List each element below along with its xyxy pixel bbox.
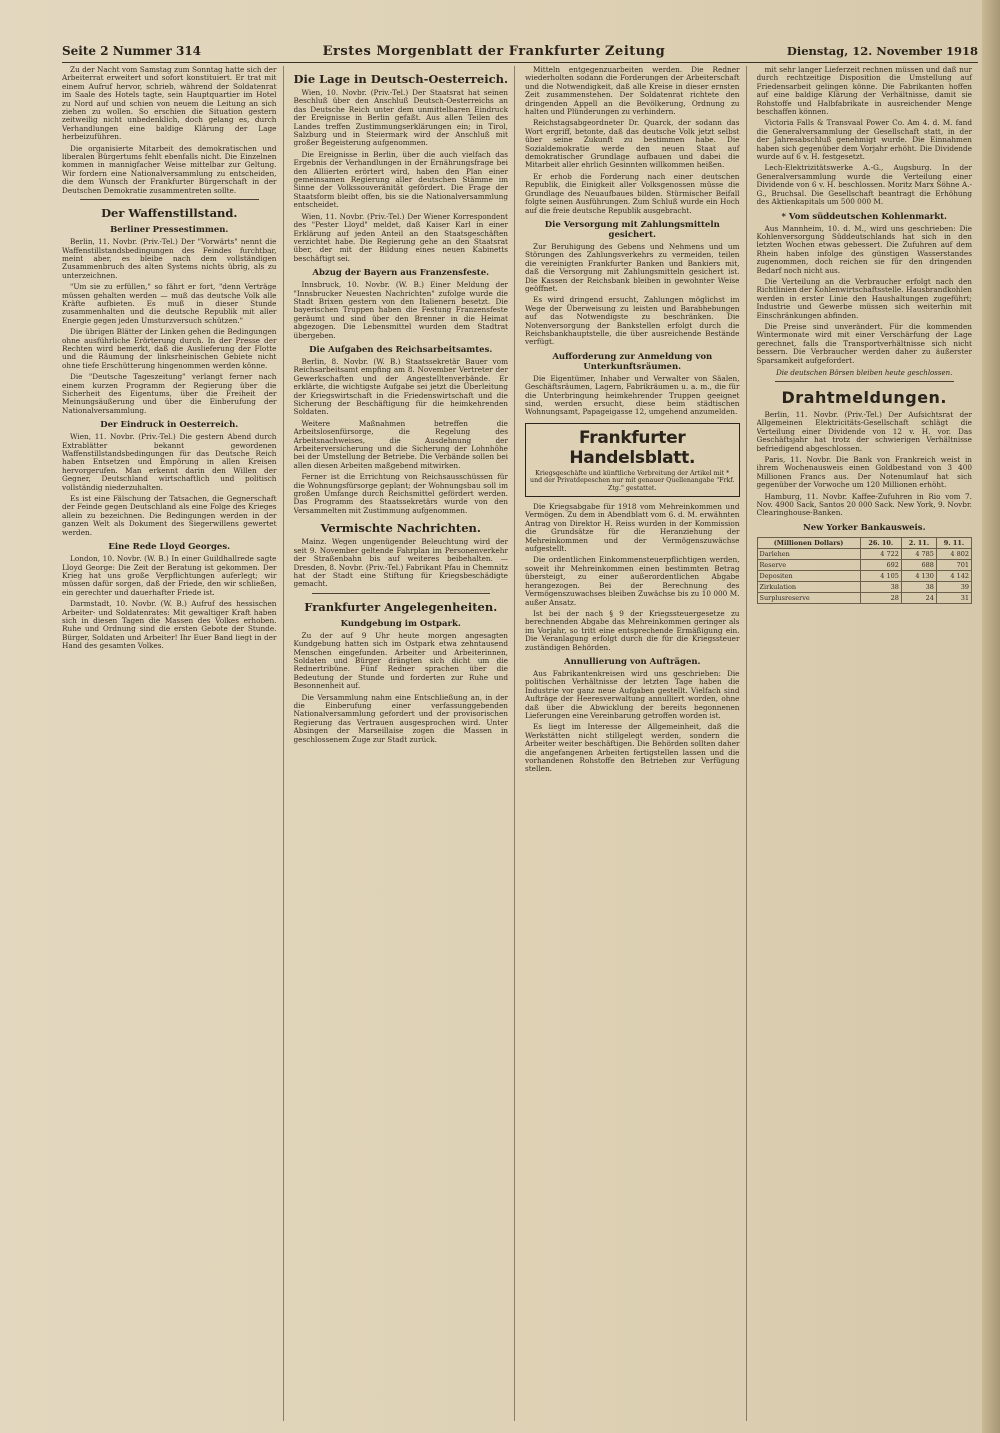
article-text: Die Eigentümer, Inhaber und Verwalter von Säalen, Geschäftsräumen, Lagern, Fabrikräumen u. a. m., die für die Unterbringung heimkehrender Truppen geeignet sind, werden ersucht, diese beim städtischen Wohnungsamt, Papageigasse 12, umgehend anzumelden. [525,373,740,417]
article-text: London, 10. Novbr. (W. B.) In einer Guildhallrede sagte Lloyd George: Die Zeit der Beratung ist gekommen. Der Krieg hat uns große Verpflichtungen auferlegt; wir müssen dafür sorgen, daß der Friede, den wir schließen, ein gerechter und dauerhafter Friede ist. [62,554,277,597]
table-cell: 4 722 [860,548,901,559]
subheadline-annullierung: Annullierung von Aufträgen. [563,656,701,667]
article-text: Ist bei der nach § 9 der Kriegssteuergesetze zu berechnenden Abgabe das Mehreinkommen geringer als im Vorjahr, so tritt eine entsprechende Ermäßigung ein. Die Veranlagung erfolgt durch die für die Kriegssteuer zuständigen Behörden. [525,608,740,652]
table-cell: 4 105 [860,570,901,581]
table-cell: Surplusreserve [757,592,860,603]
article-text: Zu der auf 9 Uhr heute morgen angesagten Kundgebung hatten sich im Ostpark etwa zehntausend Menschen eingefunden. Arbeiter und Arbeiterinnen, Soldaten und Bürger drängten sich dicht um die Rednertribüne. Fünf Redner sprachen über die Bedeutung der Stunde und forderten zur Ruhe und Besonnenheit auf. [293,630,508,691]
article-text: Er erhob die Forderung nach einer deutschen Republik, die Einigkeit aller Volksgenossen müsse die Grundlage des Neuaufbaues bilden. Stürmischer Beifall folgte seinen Ausführungen. Zum Schluß wurde ein Hoch auf die freie deutsche Republik ausgebracht. [525,171,740,215]
article-text: Aus Fabrikantenkreisen wird uns geschrieben: Die politischen Verhältnisse der letzten Tage haben die Industrie vor ganz neue Aufgaben gestellt. Vielfach sind Aufträge der Heeresverwaltung annulliert worden, ohne daß über die Abwicklung der bereits begonnenen Lieferungen eine Vereinbarung getroffen worden ist. [525,668,740,720]
article-text: Es wird dringend ersucht, Zahlungen möglichst im Wege der Überweisung zu leisten und Barabhebungen auf das Notwendigste zu beschränken. Die Notenversorgung der Bankstellen erfolgt durch die Reichsbankhauptstelle, die über ausreichende Bestände verfügt. [525,295,740,347]
table-row [757,548,972,559]
table-cell: Reserve [757,559,860,570]
table-cell: Zirkulation [757,581,860,592]
table-cell: 701 [936,559,971,570]
table-cell: Depositen [757,570,860,581]
article-text: Lech-Elektrizitätswerke A.-G., Augsburg. In der Generalversammlung wurde die Verteilung einer Dividende von 6 v. H. beschlossen. Moritz Marx Söhne A.-G., Bruchsal. Die Gesellschaft beantragt die Erhöhung des Aktienkapitals um 500 000 M. [756,163,972,207]
subheadline-kohlenmarkt: * Vom süddeutschen Kohlenmarkt. [781,211,948,222]
article-text: Ferner ist die Errichtung von Reichsausschüssen für die Wohnungsfürsorge geplant; der Wohnungsbau soll im großen Umfange durch Reichsmittel gefördert werden. Das Programm des Staatssekretärs wurde von den Versammelten mit Zustimmung aufgenommen. [293,472,508,515]
article-text: Es liegt im Interesse der Allgemeinheit, daß die Werkstätten nicht stillgelegt werden, sondern die Arbeiter weiter beschäftigen. Die Behörden sollten daher die angefangenen Arbeiten fertigstellen lassen und die vorhandenen Rohstoffe den Betrieben zur Verfügung stellen. [525,722,740,774]
article-text: mit sehr langer Lieferzeit rechnen müssen und daß nur durch rechtzeitige Disposition die Umstellung auf Friedensarbeit gelingen könne. Die Fabrikanten hoffen auf eine baldige Klärung der Verhältnisse, damit sie Rohstoffe und Halbfabrikate in ausreichender Menge beschaffen können. [756,66,972,117]
table-cell: 688 [901,559,936,570]
subheadline-zahlungsmittel: Die Versorgung mit Zahlungsmitteln gesichert. [544,219,720,240]
handelsblatt-title: Frankfurter Handelsblatt. [569,427,696,468]
table-header-cell: 26. 10. [860,537,901,548]
table-row [757,559,972,570]
table-cell: 24 [901,592,936,603]
table-cell: 4 142 [936,570,971,581]
subheadline-bayern: Abzug der Bayern aus Franzensfeste. [312,268,490,279]
subheadline-lloyd-george: Eine Rede Lloyd Georges. [108,542,231,553]
table-row [757,581,972,592]
masthead [62,40,978,63]
column-1 [62,66,284,1421]
table-header-cell: (Millionen Dollars) [757,537,860,548]
article-text: Die Verteilung an die Verbraucher erfolgt nach den Richtlinien der Kohlenwirtschaftsstelle. Hausbrandkohlen werden in erster Linie den Haushaltungen zugeführt; Industrie und Gewerbe müssen sich weiterhin mit Einschränkungen abfinden. [756,276,972,320]
article-text: Wien, 11. Novbr. (Priv.-Tel.) Die gestern Abend durch Extrablätter bekannt gewordenen Waffenstillstandsbedingungen für das Deutsche Reich haben Entsetzen und Empörung in allen Kreisen hervorgerufen. Man erkennt darin den Willen der Gegner, Deutschland wirtschaftlich und politisch vollständig niederzuhalten. [62,432,277,492]
article-text: Mitteln entgegenzuarbeiten werden. Die Redner wiederholten sodann die Forderungen der Arbeiterschaft und die Notwendigkeit, daß alle Kreise in dieser ernsten Zeit zusammenstehen. Der Soldatenrat richtete den dringenden Appell an die Bevölkerung, Ordnung zu halten und Plünderungen zu verhindern. [525,66,740,117]
article-text: Zur Beruhigung des Gebens und Nehmens und um Störungen des Zahlungsverkehrs zu vermeiden, teilen die vereinigten Frankfurter Banken und Bankiers mit, daß die Versorgung mit Zahlungsmitteln gesichert ist. Die Kassen der Reichsbank bleiben in gewohnter Weise geöffnet. [525,241,740,293]
boersen-notice: Die deutschen Börsen bleiben heute geschlossen. [776,369,953,377]
subheadline-reichsarbeitsamt: Die Aufgaben des Reichsarbeitsamtes. [309,344,493,355]
issue-date: Dienstag, 12. November 1918 [786,44,978,58]
headline-deutsch-oesterreich: Die Lage in Deutsch-Oesterreich. [293,72,508,86]
table-cell: 692 [860,559,901,570]
table-cell: Darlehen [757,548,860,559]
columns [62,66,978,1421]
headline-vermischte: Vermischte Nachrichten. [320,521,481,536]
divider [775,381,955,382]
table-cell: 31 [936,592,971,603]
article-text: Darmstadt, 10. Novbr. (W. B.) Aufruf des hessischen Arbeiter- und Soldatenrates: Mit gewaltiger Kraft haben sich in diesen Tagen die Massen des Volkes erhoben. Ruhe und Ordnung sind die ersten Gebote der Stunde. Bürger, Soldaten und Arbeiter! Ihr Euer Band liegt in der Hand des gesamten Volkes. [62,599,277,651]
article-text: Wien, 11. Novbr. (Priv.-Tel.) Der Wiener Korrespondent des "Pester Lloyd" meldet, daß Kaiser Karl in einer Erklärung auf jeden Anteil an den Staatsgeschäften verzichtet habe. Die Regierung gehe an den Staatsrat über, der mit der Bildung eines neuen Kabinetts beschäftigt sei. [293,211,508,263]
bank-statement-table [757,537,973,604]
page-number: Seite 2 Nummer 314 [62,44,202,58]
article-text: Aus Mannheim, 10. d. M., wird uns geschrieben: Die Kohlenversorgung Süddeutschlands hat sich in den letzten Wochen etwas gebessert. Die Zufuhren auf dem Rhein haben infolge des günstigen Wasserstandes zugenommen, doch reichen sie für den dringenden Bedarf noch nicht aus. [756,223,972,275]
handelsblatt-notice: Kriegsgeschäfte und künftliche Verbreitung der Artikel mit * und der Privatdepeschen nur mit genauer Quellenangabe "Frkf. Ztg." gestattet. [530,469,735,492]
table-cell: 4 802 [936,548,971,559]
article-text: Es ist eine Fälschung der Tatsachen, die Gegnerschaft der Feinde gegen Deutschland als eine Folge des Krieges allein zu bezeichnen. Die Bedingungen werden in der ganzen Welt als Dokument des Siegerwillens gewertet werden. [62,494,277,537]
table-header-row [757,537,972,548]
article-text: "Um sie zu erfüllen," so fährt er fort, "denn Verträge müssen gehalten werden — muß das deutsche Volk alle Kräfte aufbieten. Es muß in dieser Stunde zusammenhalten und die deutsche Republik mit aller Energie gegen jeden Umsturzversuch schützen." [62,282,277,325]
table-cell: 38 [860,581,901,592]
column-2 [294,66,516,1421]
table-header-cell: 2. 11. [901,537,936,548]
handelsblatt-banner [525,423,740,497]
article-text: Zu der Nacht vom Samstag zum Sonntag hatte sich der Arbeiterrat erweitert und sofort konstituiert. Er trat mit einem Aufruf hervor, schrieb, während der Soldatenrat im Saale des Hotels tagte, sein Hauptquartier im Hotel zu Nord auf und schien von neuem die Leitung an sich ziehen zu wollen. So erschien die Situation gestern zeitweilig nicht unbedenklich, doch gelang es, durch Verhandlungen eine baldige Klärung der Lage herbeizuführen. [62,66,277,142]
article-text: Die organisierte Mitarbeit des demokratischen und liberalen Bürgertums fehlt ebenfalls nicht. Die Einzelnen kommen in mannigfacher Weise mittelbar zur Geltung. Wir fordern eine Nationalversammlung zu entscheiden, die dem Wunsch der Frankfurter Bürgerschaft in der Deutschen Demokratie zusammentreten sollte. [62,143,277,195]
article-text: Wien, 10. Novbr. (Priv.-Tel.) Der Staatsrat hat seinen Beschluß über den Anschluß Deutsch-Oesterreichs an das Deutsche Reich unter dem unmittelbaren Eindruck der Ereignisse in Berlin gefaßt. Aus allen Teilen des Landes treffen Zustimmungserklärungen ein; in Tirol, Salzburg und in Steiermark wird der Anschluß mit großer Begeisterung aufgenommen. [293,88,508,148]
page-binding-edge [982,0,1000,1433]
article-text: Mainz. Wegen ungenügender Beleuchtung wird der seit 9. November geltende Fahrplan im Personenverkehr der Straßenbahn bis auf weiteres beibehalten. — Dresden, 8. Novbr. (Priv.-Tel.) Fabrikant Pfau in Chemnitz hat der Stadt eine Stiftung für Kriegsbeschädigte gemacht. [293,537,508,589]
table-cell: 4 130 [901,570,936,581]
article-text: Reichstagsabgeordneter Dr. Quarck, der sodann das Wort ergriff, betonte, daß das deutsche Volk jetzt selbst über seine Zukunft zu bestimmen habe. Die Sozialdemokratie werde den neuen Staat auf demokratischer Grundlage aufbauen und dabei die Mitarbeit aller ehrlich Gesinnten willkommen heißen. [525,118,740,170]
headline-drahtmeldungen: Drahtmeldungen. [781,388,948,407]
headline-frankfurter-angelegenheiten: Frankfurter Angelegenheiten. [304,599,498,614]
table-row [757,592,972,603]
article-text: Die "Deutsche Tageszeitung" verlangt ferner nach einem kurzen Programm der Regierung über die Sicherheit des Eigentums, über die Freiheit der Meinungsäußerung und über die Einberufung der Nationalversammlung. [62,372,277,415]
article-text: Berlin, 11. Novbr. (Priv.-Tel.) Der "Vorwärts" nennt die Waffenstillstandsbedingungen des Feindes furchtbar, meint aber, es bleibe nach dem vollständigen Zusammenbruch des alten Systems nichts übrig, als zu unterzeichnen. [62,237,277,280]
subheadline-pressestimmen: Berliner Pressestimmen. [110,225,229,236]
column-4 [757,66,979,1421]
article-text: Die übrigen Blätter der Linken gehen die Bedingungen ohne ausführliche Erörterung durch. In der Presse der Rechten wird bemerkt, daß die Auslieferung der Flotte und die Räumung der linksrheinischen Gebiete nicht ohne tiefe Erschütterung hingenommen werden könne. [62,327,277,370]
newspaper-title: Erstes Morgenblatt der Frankfurter Zeitung [322,43,666,59]
article-text: Die Kriegsabgabe für 1918 vom Mehreinkommen und Vermögen. Zu dem in Abendblatt vom 6. d. M. erwähnten Antrag von Direktor H. Reiss wurden in der Kommission die Grundsätze für die Heranziehung der Mehreinkommen und der Vermögenszuwächse aufgestellt. [525,502,740,554]
article-text: Paris, 11. Novbr. Die Bank von Frankreich weist in ihrem Wochenausweis einen Goldbestand von 3 400 Millionen Francs aus. Der Notenumlauf hat sich gegenüber der Vorwoche um 120 Millionen erhöht. [756,455,972,490]
table-caption: New Yorker Bankausweis. [802,522,926,533]
subheadline-oesterreich: Der Eindruck in Oesterreich. [100,420,239,431]
table-header-cell: 9. 11. [936,537,971,548]
article-text: Die Ereignisse in Berlin, über die auch vielfach das Ergebnis der Verhandlungen in der Ernährungsfrage bei den Alliierten erörtert wird, haben den Plan einer gemeinsamen Regierung aller deutschen Stämme im Sinne der Volkssouveränität gefördert. Die Frage der Staatsform bleibt offen, bis sie die Nationalversammlung entscheidet. [293,149,508,210]
article-text: Hamburg, 11. Novbr. Kaffee-Zufuhren in Rio vom 7. Nov. 4900 Sack, Santos 20 000 Sack. New York, 9. Novbr. Clearinghouse-Banken. [756,491,972,518]
headline-waffenstillstand: Der Waffenstillstand. [101,206,238,221]
article-text: Berlin, 8. Novbr. (W. B.) Staatssekretär Bauer vom Reichsarbeitsamt empfing am 8. November Vertreter der Gewerkschaften und der Angestelltenverbände. Er erklärte, die wichtigste Aufgabe sei jetzt die Überleitung der Kriegswirtschaft in die Friedenswirtschaft und die Sicherung der Beschäftigung für die heimkehrenden Soldaten. [293,356,508,417]
subheadline-ostpark: Kundgebung im Ostpark. [340,618,461,629]
article-text: Die Preise sind unverändert. Für die kommenden Wintermonate wird mit einer Verschärfung der Lage gerechnet, falls die Transportverhältnisse sich nicht bessern. Die Verbraucher werden daher zu äußerster Sparsamkeit aufgefordert. [756,321,972,365]
column-3 [525,66,747,1421]
article-text: Die Versammlung nahm eine Entschließung an, in der die Einberufung einer verfassunggebenden Nationalversammlung gefordert und der provisorischen Regierung das Vertrauen ausgesprochen wird. Unter Absingen der Marseillaise zogen die Massen in geschlossenem Zuge zur Stadt zurück. [293,692,508,744]
table-cell: 4 785 [901,548,936,559]
divider [80,199,259,200]
table-cell: 39 [936,581,971,592]
article-text: Die ordentlichen Einkommensteuerpflichtigen werden, soweit ihr Mehreinkommen einen bestimmten Betrag übersteigt, zu einer außerordentlichen Abgabe herangezogen. Bei der Berechnung des Vermögenszuwachses bleiben Zuwächse bis zu 10 000 M. außer Ansatz. [525,555,740,607]
divider [312,593,491,594]
table-cell: 28 [860,592,901,603]
article-text: Victoria Falls & Transvaal Power Co. Am 4. d. M. fand die Generalversammlung der Gesellschaft statt, in der der Jahresabschluß genehmigt wurde. Die Einnahmen haben sich gegenüber dem Vorjahr erhöht. Die Dividende wurde auf 6 v. H. festgesetzt. [756,118,972,162]
article-text: Berlin, 11. Novbr. (Priv.-Tel.) Der Aufsichtsrat der Allgemeinen Elektricitäts-Gesellschaft schlägt die Verteilung einer Dividende von 12 v. H. vor. Das Geschäftsjahr hat trotz der schwierigen Verhältnisse befriedigend abgeschlossen. [756,410,972,453]
article-text: Innsbruck, 10. Novbr. (W. B.) Einer Meldung der "Innsbrucker Neuesten Nachrichten" zufolge wurde die Stadt Brixen gestern von den Italienern besetzt. Die bayerischen Truppen haben die Festung Franzensfeste geräumt und sind über den Brenner in die Heimat abgezogen. Die Lebensmittel wurden dem Stadtrat übergeben. [293,280,508,340]
table-row [757,570,972,581]
table-cell: 38 [901,581,936,592]
subheadline-unterkunft: Aufforderung zur Anmeldung von Unterkunftsräumen. [552,351,713,372]
article-text: Weitere Maßnahmen betreffen die Arbeitslosenfürsorge, die Regelung des Arbeitsnachweises, die Ausdehnung der Arbeiterversicherung und die Sicherung der Lohnhöhe bei der Umstellung der Betriebe. Die Verbände sollen bei allen diesen Arbeiten maßgebend mitwirken. [293,418,508,470]
